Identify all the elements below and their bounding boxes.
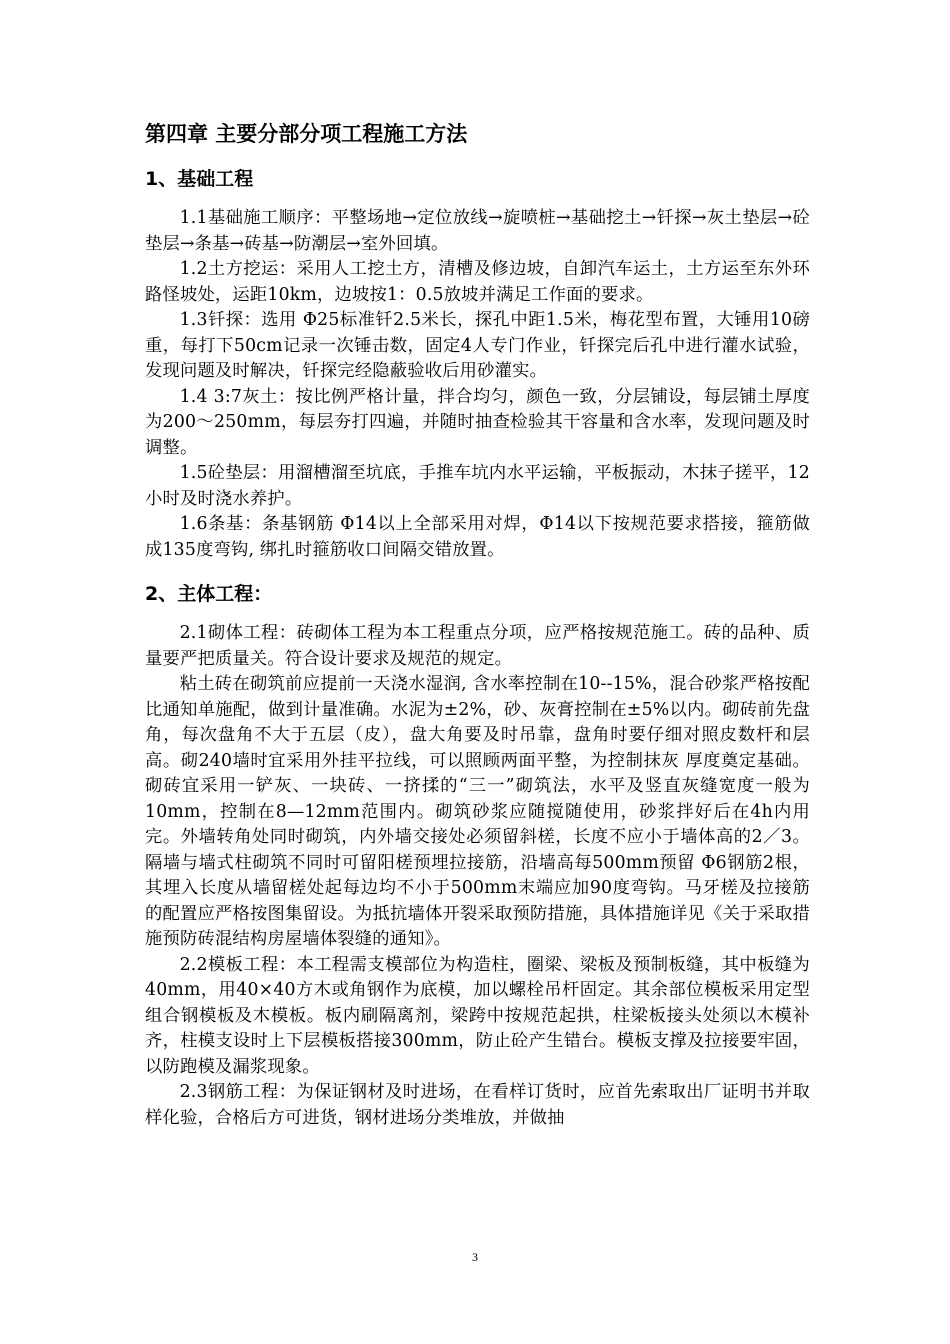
page-number: 3 [472, 1250, 478, 1264]
paragraph: 1.3钎探：选用 Φ25标准钎2.5米长，探孔中距1.5米，梅花型布置，大锤用10磅重，每打下50cm记录一次锤击数，固定4人专门作业，钎探完后孔中进行灌水试验，发现问题及时解决，钎探完经隐蔽验收后用砂灌实。 [145, 310, 810, 381]
paragraph: 1.6条基：条基钢筋 Φ14以上全部采用对焊，Φ14以下按规范要求搭接，箍筋做成135度弯钩, 绑扎时箍筋收口间隔交错放置。 [145, 514, 810, 560]
page-content [145, 118, 810, 1131]
paragraph: 粘土砖在砌筑前应提前一天浇水湿润, 含水率控制在10--15%，混合砂浆严格按配比通知单施配，做到计量准确。水泥为±2%，砂、灰膏控制在±5%以内。砌砖前先盘角，每次盘角不大于五层（皮），盘大角要及时吊靠，盘角时要仔细对照皮数杆和层高。砌240墙时宜采用外挂平拉线，可以照顾两面平整，为控制抹灰 厚度奠定基础。砌砖宜采用一铲灰、一块砖、一挤揉的“三一”砌筑法，水平及竖直灰缝宽度一般为10mm，控制在8—12mm范围内。砌筑砂浆应随搅随使用，砂浆拌好后在4h内用完。外墙转角处同时砌筑，内外墙交接处必须留斜槎，长度不应小于墙体高的2／3。隔墙与墙式柱砌筑不同时可留阳槎预埋拉接筋，沿墙高每500mm预留 Φ6钢筋2根，其埋入长度从墙留槎处起每边均不小于500mm末端应加90度弯钩。马牙槎及拉接筋的配置应严格按图集留设。为抵抗墙体开裂采取预防措施，具体措施详见《关于采取措施预防砖混结构房屋墙体裂缝的通知》。 [145, 674, 810, 949]
paragraph: 2.3钢筋工程：为保证钢材及时进场，在看样订货时，应首先索取出厂证明书并取样化验，合格后方可进货，钢材进场分类堆放，并做抽 [145, 1082, 810, 1128]
paragraph: 1.2土方挖运：采用人工挖土方，清槽及修边坡，自卸汽车运土，土方运至东外环路怪坡处，运距10km，边坡按1：0.5放坡并满足工作面的要求。 [145, 259, 810, 305]
paragraph: 2.1砌体工程：砖砌体工程为本工程重点分项，应严格按规范施工。砖的品种、质量要严把质量关。符合设计要求及规范的规定。 [145, 623, 810, 669]
section-heading-main-structure: 2、主体工程： [145, 583, 273, 605]
paragraph: 2.2模板工程：本工程需支模部位为构造柱，圈梁、梁板及预制板缝，其中板缝为40mm，用40×40方木或角钢作为底模，加以螺栓吊杆固定。其余部位模板采用定型组合钢模板及木模板。板内刷隔离剂，梁跨中按规范起拱，柱梁板接头处须以木模补齐，柱模支设时上下层模板搭接300mm，防止砼产生错台。模板支撑及拉接要牢固，以防跑模及漏浆现象。 [145, 954, 810, 1077]
chapter-title: 第四章 主要分部分项工程施工方法 [145, 122, 468, 146]
paragraph: 1.4 3:7灰土：按比例严格计量，拌合均匀，颜色一致，分层铺设，每层铺土厚度为200～250mm，每层夯打四遍，并随时抽查检验其干容量和含水率，发现问题及时调整。 [145, 386, 810, 458]
section-heading-foundation: 1、基础工程 [145, 168, 254, 190]
paragraph: 1.5砼垫层：用溜槽溜至坑底，手推车坑内水平运输，平板振动，木抹子搓平，12小时及时浇水养护。 [145, 463, 810, 509]
paragraph: 1.1基础施工顺序：平整场地→定位放线→旋喷桩→基础挖土→钎探→灰土垫层→砼垫层→条基→砖基→防潮层→室外回填。 [145, 208, 810, 254]
